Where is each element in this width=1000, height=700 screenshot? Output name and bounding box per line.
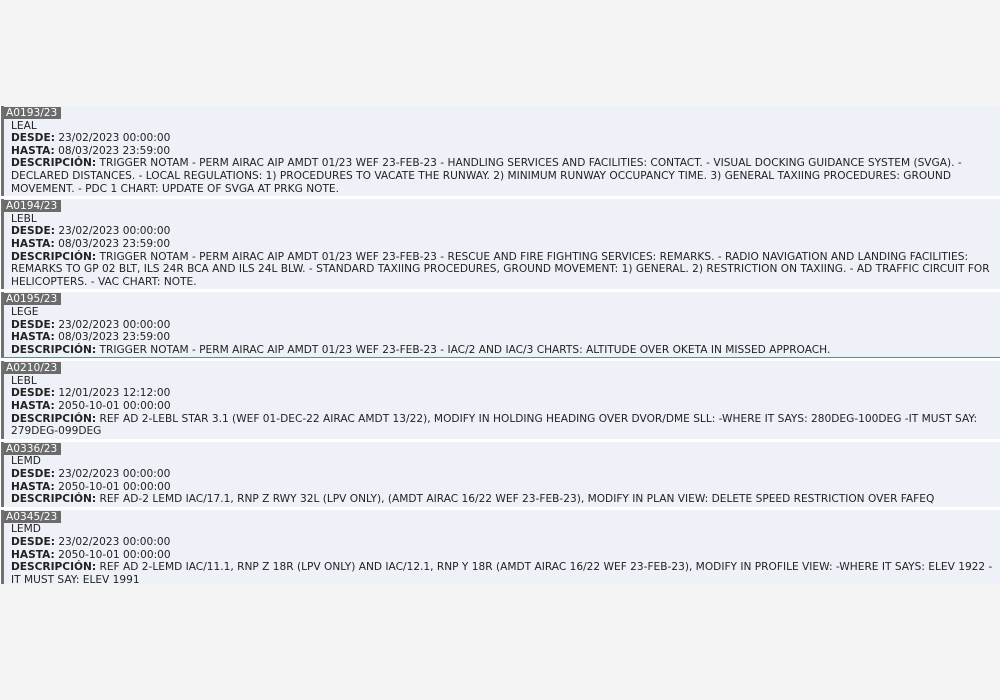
valid-from-row <box>11 468 1000 481</box>
hasta-label: HASTA: <box>11 331 55 344</box>
description-text: REF AD-2 LEMD IAC/17.1, RNP Z RWY 32L (LPV ONLY), (AMDT AIRAC 16/22 WEF 23-FEB-23), MODIFY IN PLAN VIEW: DELETE SPEED RESTRICTION OVER FAFEQ <box>99 493 935 506</box>
notam-id-badge: A0194/23 <box>4 200 61 212</box>
valid-from-row <box>11 132 1000 145</box>
description-row <box>11 251 1000 289</box>
notam-list <box>0 106 1000 584</box>
hasta-label: HASTA: <box>11 400 55 413</box>
hasta-label: HASTA: <box>11 548 55 561</box>
notam-id-badge: A0345/23 <box>4 511 61 523</box>
valid-to-row <box>11 400 1000 413</box>
valid-to-value: 08/03/2023 23:59:00 <box>58 331 171 344</box>
descripcion-label: DESCRIPCIÓN: <box>11 493 97 506</box>
notam-entry <box>1 510 1000 584</box>
notam-entry <box>1 442 1000 507</box>
notam-id-badge: A0336/23 <box>4 443 61 455</box>
notam-entry <box>1 199 1000 289</box>
description-row <box>11 157 1000 195</box>
valid-to-value: 2050-10-01 00:00:00 <box>58 480 171 493</box>
desde-label: DESDE: <box>11 225 55 238</box>
valid-to-value: 08/03/2023 23:59:00 <box>58 237 171 250</box>
notam-entry <box>1 106 1000 196</box>
aerodrome-code: LEBL <box>11 212 37 225</box>
descripcion-label: DESCRIPCIÓN: <box>11 157 97 170</box>
valid-from-value: 23/02/2023 00:00:00 <box>58 318 171 331</box>
valid-to-row <box>11 481 1000 494</box>
desde-label: DESDE: <box>11 468 55 481</box>
valid-from-value: 23/02/2023 00:00:00 <box>58 536 171 548</box>
aerodrome-code: LEMD <box>11 523 41 536</box>
aerodrome-code: LEGE <box>11 305 39 318</box>
valid-to-row <box>11 145 1000 158</box>
valid-from-row <box>11 319 1000 332</box>
descripcion-label: DESCRIPCIÓN: <box>11 343 97 356</box>
notam-entry <box>1 361 1000 439</box>
notam-id-badge: A0193/23 <box>4 107 61 119</box>
notam-id-badge: A0210/23 <box>4 362 61 374</box>
hasta-label: HASTA: <box>11 480 55 493</box>
description-text: TRIGGER NOTAM - PERM AIRAC AIP AMDT 01/23 WEF 23-FEB-23 - IAC/2 AND IAC/3 CHARTS: ALTITUDE OVER OKETA IN MISSED APPROACH. <box>99 343 831 356</box>
description-text: REF AD 2-LEBL STAR 3.1 (WEF 01-DEC-22 AIRAC AMDT 13/22), MODIFY IN HOLDING HEADING OVER DVOR/DME SLL: -WHERE IT SAYS: 280DEG-100DEG -IT MUST SAY: 279DEG-099DEG <box>11 412 978 438</box>
valid-from-value: 23/02/2023 00:00:00 <box>58 132 171 145</box>
descripcion-label: DESCRIPCIÓN: <box>11 561 97 574</box>
aerodrome-code: LEBL <box>11 374 37 387</box>
valid-from-value: 23/02/2023 00:00:00 <box>58 468 171 481</box>
description-text: TRIGGER NOTAM - PERM AIRAC AIP AMDT 01/23 WEF 23-FEB-23 - HANDLING SERVICES AND FACILITIES: CONTACT. - VISUAL DOCKING GUIDANCE SYSTEM (SVGA). - DECLARED DISTANCES. - LOCAL REGULATIONS: 1) PROCEDURES TO VACATE THE RUNWAY. 2) MINIMUM RUNWAY OCCUPANCY TIME. 3) GENERAL TAXIING PROCEDURES: GROUND MOVEMENT. - PDC 1 CHART: UPDATE OF SVGA AT PRKG NOTE. <box>11 157 962 195</box>
valid-to-row <box>11 331 1000 344</box>
description-row <box>11 493 1000 506</box>
valid-from-value: 23/02/2023 00:00:00 <box>58 225 171 238</box>
hasta-label: HASTA: <box>11 237 55 250</box>
descripcion-label: DESCRIPCIÓN: <box>11 412 97 425</box>
aerodrome-code: LEAL <box>11 119 37 132</box>
notam-id-badge: A0195/23 <box>4 293 61 305</box>
desde-label: DESDE: <box>11 387 55 400</box>
description-row <box>11 344 1000 357</box>
description-text: TRIGGER NOTAM - PERM AIRAC AIP AMDT 01/23 WEF 23-FEB-23 - RESCUE AND FIRE FIGHTING SERVICES: REMARKS. - RADIO NAVIGATION AND LANDING FACILITIES: REMARKS TO GP 02 BLT, ILS 24R BCA AND ILS 24L BLW. - STANDARD TAXIING PROCEDURES, GROUND MOVEMENT: 1) GENERAL. 2) RESTRICTION ON TAXIING. - AD TRAFFIC CIRCUIT FOR HELICOPTERS. - VAC CHART: NOTE. <box>11 250 990 288</box>
valid-from-row <box>11 387 1000 400</box>
desde-label: DESDE: <box>11 318 55 331</box>
description-row <box>11 413 1000 438</box>
valid-to-value: 08/03/2023 23:59:00 <box>58 144 171 157</box>
desde-label: DESDE: <box>11 132 55 145</box>
valid-to-row <box>11 549 1000 562</box>
valid-from-row <box>11 536 1000 549</box>
valid-to-row <box>11 238 1000 251</box>
descripcion-label: DESCRIPCIÓN: <box>11 250 97 263</box>
valid-from-row <box>11 225 1000 238</box>
valid-to-value: 2050-10-01 00:00:00 <box>58 400 171 413</box>
notam-entry <box>1 292 1000 358</box>
description-row <box>11 561 1000 584</box>
description-text: REF AD 2-LEMD IAC/11.1, RNP Z 18R (LPV ONLY) AND IAC/12.1, RNP Y 18R (AMDT AIRAC 16/22 WEF 23-FEB-23), MODIFY IN PROFILE VIEW: -WHERE IT SAYS: ELEV 1922 -IT MUST SAY: ELEV 1991 <box>11 561 993 584</box>
valid-from-value: 12/01/2023 12:12:00 <box>58 387 171 400</box>
valid-to-value: 2050-10-01 00:00:00 <box>58 548 171 561</box>
hasta-label: HASTA: <box>11 144 55 157</box>
desde-label: DESDE: <box>11 536 55 548</box>
aerodrome-code: LEMD <box>11 455 41 468</box>
